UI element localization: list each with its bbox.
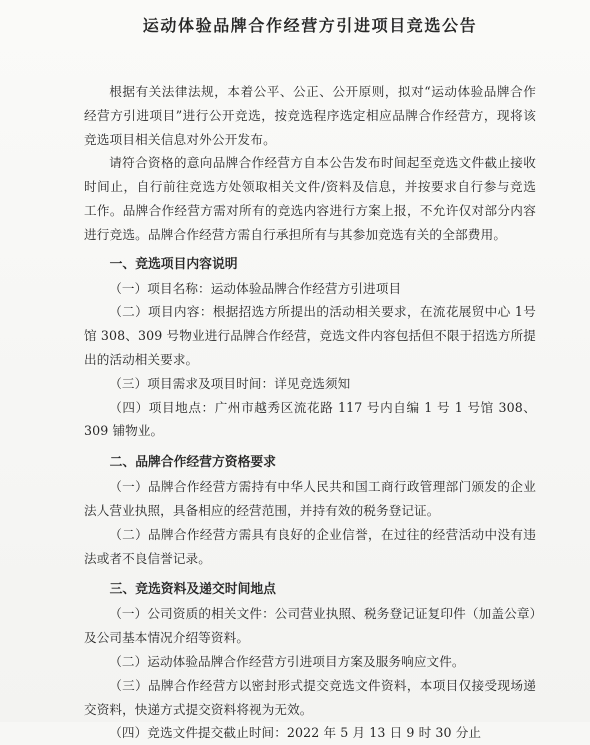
section-3-heading: 三、竞选资料及递交时间地点	[109, 582, 276, 598]
section-2-heading: 二、品牌合作经营方资格要求	[109, 455, 276, 471]
section-3-item-3: （三）品牌合作经营方以密封形式提交竞选文件资料，本项目仅接受现场递交资料，快递方式提交资料将视为无效。	[84, 677, 536, 717]
section-3-item-4: （四）竞选文件提交截止时间：2022 年 5 月 13 日 9 时 30 分止	[109, 725, 482, 741]
section-2-item-1: （一）品牌合作经营方需持有中华人民共和国工商行政管理部门颁发的企业法人营业执照，具备相应的经营范围，并持有效的税务登记证。	[84, 479, 536, 518]
intro-paragraph-2: 请符合资格的意向品牌合作经营方自本公告发布时间起至竞选文件截止接收时间止，自行前往竞选方处领取相关文件/资料及信息，并按要求自行参与竞选工作。品牌合作经营方需对所有的竞选内容进行方案上报，不允许仅对部分内容进行竞选。品牌合作经营方需自行承担所有与其参加竞选有关的全部费用。	[84, 155, 536, 242]
intro-paragraph-1: 根据有关法律法规，本着公平、公正、公开原则，拟对“运动体验品牌合作经营方引进项目”进行公开竞选，按竞选程序选定相应品牌合作经营方，现将该竞选项目相关信息对外公开发布。	[84, 84, 536, 147]
document-title: 运动体验品牌合作经营方引进项目竞选公告	[142, 16, 478, 35]
section-2-item-2: （二）品牌合作经营方需具有良好的企业信誉，在过往的经营活动中没有违法或者不良信誉记录。	[84, 526, 536, 566]
section-3-item-1: （一）公司资质的相关文件：公司营业执照、税务登记证复印件（加盖公章）及公司基本情况介绍等资料。	[84, 606, 536, 646]
section-1-item-3: （三）项目需求及项目时间：详见竞选须知	[109, 375, 351, 391]
section-1-item-1: （一）项目名称：运动体验品牌合作经营方引进项目	[109, 280, 402, 296]
section-1-item-2: （二）项目内容：根据招选方所提出的活动相关要求，在流花展贸中心 1号馆 308、309 号物业进行品牌合作经营，竞选文件内容包括但不限于招选方所提出的活动相关要求。	[84, 304, 536, 367]
section-3-item-2: （二）运动体验品牌合作经营方引进项目方案及服务响应文件。	[109, 653, 465, 669]
section-1-item-4: （四）项目地点：广州市越秀区流花路 117 号内自编 1 号 1 号馆 308、309 铺物业。	[84, 399, 536, 439]
section-1-heading: 一、竞选项目内容说明	[109, 256, 238, 272]
